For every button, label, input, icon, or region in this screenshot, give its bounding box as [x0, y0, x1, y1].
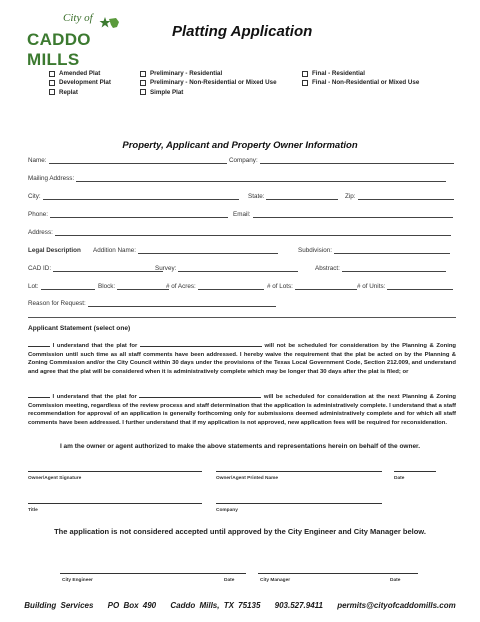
addition-name-input-line[interactable] [138, 247, 278, 254]
city-logo [27, 12, 145, 69]
plat-type-col3 [302, 70, 419, 86]
city-manager-label: City Manager [260, 578, 291, 583]
footer-dept: Building Services [24, 601, 94, 610]
email-input-line[interactable] [253, 211, 453, 218]
checkbox[interactable] [49, 71, 55, 77]
city-manager-line[interactable] [258, 573, 418, 574]
phone-field[interactable]: Phone: [28, 211, 228, 218]
city-engineer-date-label: Date [224, 578, 235, 583]
owner-signature-line[interactable] [28, 471, 202, 472]
state-input-line[interactable] [266, 193, 338, 200]
logo-main-text: CADDO MILLS [27, 30, 91, 69]
mailing-address-input-line[interactable] [76, 175, 446, 182]
zip-input-line[interactable] [358, 193, 454, 200]
acres-field[interactable]: # of Acres: [166, 283, 264, 290]
owner-printed-name-line[interactable] [216, 471, 382, 472]
company-input-line[interactable] [260, 157, 454, 164]
plat-type-col2 [140, 70, 277, 96]
divider [28, 317, 456, 318]
address-input-line[interactable] [55, 229, 451, 236]
footer-po: PO Box 490 [107, 601, 157, 610]
acceptance-notice: The application is not considered accepted until approved by the City Engineer and City Manager below. [54, 527, 426, 536]
lot-input-line[interactable] [41, 283, 95, 290]
legal-description-label: Legal Description [28, 247, 81, 254]
option-1-plat-name-line[interactable] [140, 341, 262, 347]
checkbox[interactable] [302, 71, 308, 77]
page-title: Platting Application [172, 23, 313, 40]
city-field[interactable]: City: [28, 193, 239, 200]
footer-phone: 903.527.9411 [274, 601, 323, 610]
section-title: Property, Applicant and Property Owner Information [122, 140, 358, 151]
checkbox[interactable] [140, 80, 146, 86]
subdivision-field[interactable]: Subdivision: [298, 247, 450, 254]
option-final-nonresidential[interactable]: Final - Non-Residential or Mixed Use [302, 79, 419, 86]
abstract-field[interactable]: Abstract: [315, 265, 446, 272]
survey-field[interactable]: Survey: [155, 265, 298, 272]
lots-field[interactable]: # of Lots: [267, 283, 357, 290]
texas-star-icon [99, 16, 121, 30]
email-field[interactable]: Email: [233, 211, 453, 218]
footer-email[interactable]: permits@cityofcaddomills.com [337, 601, 456, 610]
option-development-plat[interactable]: Development Plat [49, 79, 111, 86]
statement-option-1[interactable]: I understand that the plat for will not be scheduled for consideration by the Planning & Zoning Commission until such time as all staff comments have been addressed. I hereby waive the requirement that the plat be acted on by the Planning & Zoning Commission and/or the City Council within 30 days under the provisions of the Texas Local Government Code, Section 212.009, and understand and agree that the plat will be considered when it is administratively complete which may be longer that 30 days after the plat is filed; or [28, 343, 457, 375]
reason-input-line[interactable] [88, 300, 276, 307]
company-label: Company [216, 508, 238, 513]
mailing-address-field[interactable]: Mailing Address: [28, 175, 446, 182]
block-field[interactable]: Block: [98, 283, 169, 290]
owner-signature-label: Owner/Agent Signature [28, 476, 82, 481]
checkbox[interactable] [302, 80, 308, 86]
checkbox[interactable] [49, 89, 55, 95]
city-manager-date-label: Date [390, 578, 401, 583]
acres-input-line[interactable] [198, 283, 264, 290]
city-input-line[interactable] [43, 193, 239, 200]
addition-name-field[interactable]: Addition Name: [93, 247, 278, 254]
option-preliminary-nonresidential[interactable]: Preliminary - Non-Residential or Mixed Use [140, 79, 277, 86]
owner-date-label: Date [394, 476, 405, 481]
option-2-select-line[interactable] [28, 392, 50, 398]
applicant-statement-heading: Applicant Statement (select one) [28, 325, 131, 332]
option-amended-plat[interactable]: Amended Plat [49, 70, 111, 77]
phone-input-line[interactable] [50, 211, 228, 218]
units-input-line[interactable] [387, 283, 453, 290]
city-engineer-label: City Engineer [62, 578, 93, 583]
reason-field[interactable]: Reason for Request: [28, 300, 276, 307]
survey-input-line[interactable] [178, 265, 298, 272]
owner-printed-name-label: Owner/Agent Printed Name [216, 476, 279, 481]
block-input-line[interactable] [117, 283, 169, 290]
cad-id-input-line[interactable] [53, 265, 163, 272]
abstract-input-line[interactable] [342, 265, 446, 272]
zip-field[interactable]: Zip: [345, 193, 454, 200]
owner-date-line[interactable] [394, 471, 436, 472]
plat-type-col1 [49, 70, 111, 96]
name-field[interactable]: Name: [28, 157, 227, 164]
address-field[interactable]: Address: [28, 229, 451, 236]
checkbox[interactable] [140, 89, 146, 95]
option-final-residential[interactable]: Final - Residential [302, 70, 419, 77]
footer-address: Caddo Mills, TX 75135 [170, 601, 261, 610]
lots-input-line[interactable] [295, 283, 357, 290]
statement-option-2[interactable]: I understand that the plat for will be scheduled for consideration at the next Planning & Zoning Commission meeting, regardless of the review process and staff determination that the application is administratively complete. I understand that a staff recommendation for approval of an application is generally forthcoming only for submissions deemed administratively complete and for which all staff comments have been addressed. I further understand that if my application is not approved, new application fees will be required for reconsideration. [28, 394, 457, 426]
title-line[interactable] [28, 503, 202, 504]
option-simple-plat[interactable]: Simple Plat [140, 89, 277, 96]
footer [0, 601, 480, 610]
company-field[interactable]: Company: [229, 157, 454, 164]
city-engineer-line[interactable] [60, 573, 246, 574]
units-field[interactable]: # of Units: [357, 283, 453, 290]
checkbox[interactable] [49, 80, 55, 86]
logo-city-text: City of [63, 12, 93, 24]
title-label: Title [28, 508, 38, 513]
company-signature-line[interactable] [216, 503, 382, 504]
state-field[interactable]: State: [248, 193, 338, 200]
declaration: I am the owner or agent authorized to make the above statements and representations herein on behalf of the owner. [59, 443, 421, 450]
option-replat[interactable]: Replat [49, 89, 111, 96]
checkbox[interactable] [140, 71, 146, 77]
subdivision-input-line[interactable] [334, 247, 450, 254]
cad-id-field[interactable]: CAD ID: [28, 265, 163, 272]
option-preliminary-residential[interactable]: Preliminary - Residential [140, 70, 277, 77]
option-1-select-line[interactable] [28, 341, 50, 347]
lot-field[interactable]: Lot: [28, 283, 95, 290]
name-input-line[interactable] [49, 157, 227, 164]
option-2-plat-name-line[interactable] [139, 392, 261, 398]
